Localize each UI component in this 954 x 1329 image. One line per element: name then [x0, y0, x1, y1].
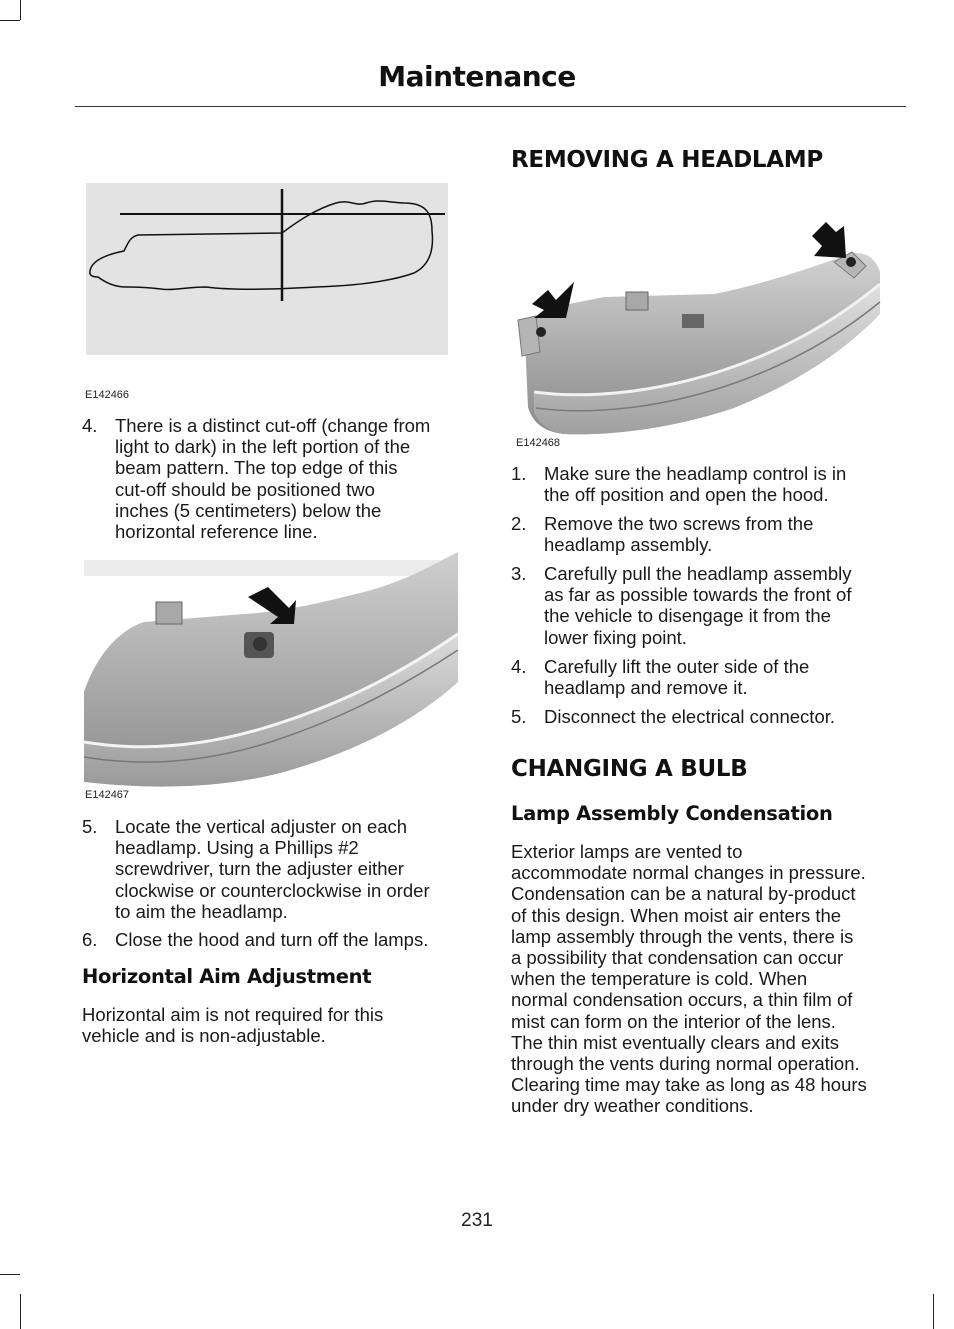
text-line: accommodate normal changes in pressure. — [511, 862, 866, 884]
text-line: headlamp. Using a Phillips #2 — [115, 837, 359, 859]
text-line: light to dark) in the left portion of the — [115, 436, 411, 458]
step-number: 3. — [511, 563, 527, 584]
text-line: to aim the headlamp. — [115, 900, 288, 922]
section-heading: CHANGING A BULB — [511, 756, 748, 782]
text-line: Horizontal aim is not required for this — [82, 1004, 384, 1025]
section-subheading: Lamp Assembly Condensation — [511, 802, 833, 825]
headlamp-adjuster-illustration — [84, 552, 458, 792]
text-line: cut-off should be positioned two — [115, 478, 375, 500]
text-line: Remove the two screws from the — [544, 513, 814, 534]
text-line: Condensation can be a natural by-product — [511, 883, 856, 905]
text-line: Carefully lift the outer side of the — [544, 656, 810, 677]
text-line: There is a distinct cut-off (change from — [115, 415, 431, 436]
text-line: beam pattern. The top edge of this — [115, 457, 398, 479]
text-line: inches (5 centimeters) below the — [115, 499, 382, 521]
page-number: 231 — [461, 1210, 493, 1231]
text-line: screwdriver, turn the adjuster either — [115, 858, 404, 880]
figure-code: E142467 — [85, 789, 130, 801]
crop-mark — [0, 1274, 20, 1275]
text-line: Make sure the headlamp control is in — [544, 463, 847, 484]
step-number: 4. — [511, 656, 527, 677]
text-line: Clearing time may take as long as 48 hours — [511, 1074, 867, 1096]
section-heading: REMOVING A HEADLAMP — [511, 147, 823, 173]
text-line: vehicle and is non-adjustable. — [82, 1025, 326, 1047]
figure-code: E142468 — [516, 437, 561, 449]
text-line: under dry weather conditions. — [511, 1095, 754, 1117]
text-line: the off position and open the hood. — [544, 484, 829, 506]
text-line: normal condensation occurs, a thin film of — [511, 989, 853, 1011]
text-line: when the temperature is cold. When — [511, 968, 808, 990]
text-line: Disconnect the electrical connector. — [544, 706, 836, 727]
step-number: 5. — [82, 816, 98, 837]
header-rule — [75, 106, 906, 107]
text-line: through the vents during normal operation. — [511, 1053, 860, 1075]
section-subheading: Horizontal Aim Adjustment — [82, 965, 372, 988]
text-line: mist can form on the interior of the lens. — [511, 1010, 836, 1032]
text-line: lamp assembly through the vents, there is — [511, 925, 854, 947]
text-line: The thin mist eventually clears and exits — [511, 1031, 840, 1053]
step-number: 5. — [511, 706, 527, 727]
step-number: 2. — [511, 513, 527, 534]
step-number: 1. — [511, 463, 527, 484]
step-number: 6. — [82, 929, 98, 950]
text-line: lower fixing point. — [544, 626, 687, 648]
step-number: 4. — [82, 415, 98, 436]
text-line: headlamp assembly. — [544, 534, 713, 556]
page-title: Maintenance — [378, 60, 576, 93]
text-line: as far as possible towards the front of — [544, 584, 852, 606]
headlamp-screws-illustration — [514, 222, 884, 438]
crop-mark — [0, 20, 20, 21]
text-line: a possibility that condensation can occur — [511, 947, 844, 969]
crop-mark — [20, 1294, 21, 1329]
text-line: the vehicle to disengage it from the — [544, 605, 831, 627]
text-line: horizontal reference line. — [115, 521, 318, 543]
text-line: headlamp and remove it. — [544, 677, 748, 699]
figure-code: E142466 — [85, 389, 130, 401]
text-line: Close the hood and turn off the lamps. — [115, 929, 429, 950]
crop-mark — [933, 1294, 934, 1329]
beam-pattern-diagram — [86, 183, 448, 355]
crop-mark — [20, 0, 21, 20]
text-line: Carefully pull the headlamp assembly — [544, 563, 852, 584]
paragraph — [82, 1004, 477, 1046]
text-line: of this design. When moist air enters the — [511, 904, 842, 926]
text-line: Exterior lamps are vented to — [511, 841, 743, 862]
text-line: clockwise or counterclockwise in order — [115, 879, 430, 901]
paragraph — [511, 841, 911, 1117]
text-line: Locate the vertical adjuster on each — [115, 816, 408, 837]
